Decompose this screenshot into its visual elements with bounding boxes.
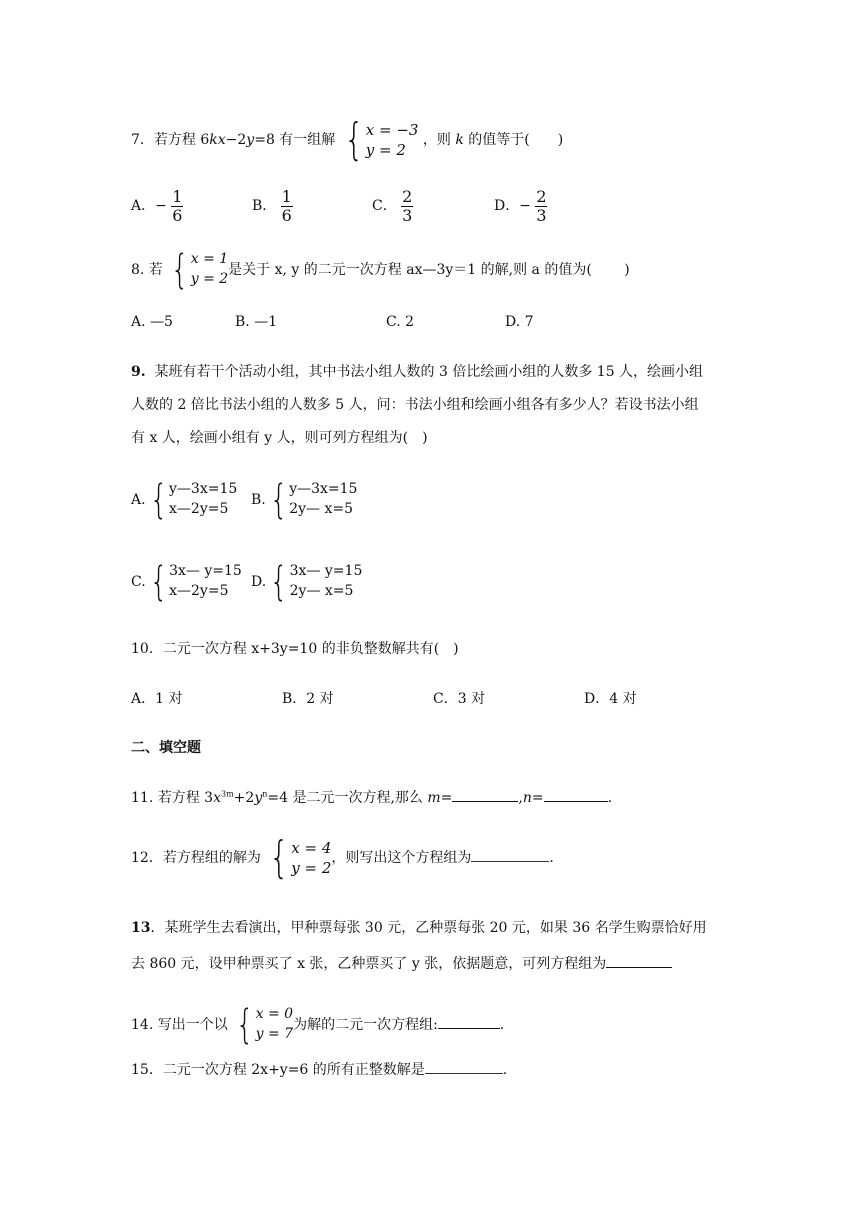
q7-prefix: 7．若方程 6: [131, 132, 210, 148]
q8-option-d: D. 7: [505, 314, 534, 330]
q9-option-c: C. { 3x— y=15 x—2y=5: [131, 559, 242, 605]
q7-option-c: C． $\frac{2}{3}$: [372, 187, 413, 225]
q11-answer-blank-n[interactable]: [544, 789, 608, 802]
q7-option-d: D．− $\frac{2}{3}$: [494, 187, 547, 225]
q7-option-b: B． $\frac{1}{6}$: [252, 187, 292, 225]
q8-equation-system: { x = 1 y = 2: [171, 247, 229, 293]
question-9-line-2: 人数的 2 倍比书法小组的人数多 5 人，问：书法小组和绘画小组各有多少人？若设书法小组: [131, 397, 699, 413]
question-9-line-3: 有 x 人，绘画小组有 y 人，则可列方程组为( ): [131, 430, 428, 446]
section-heading-fill-in: 二、填空题: [131, 740, 201, 756]
question-9-line-1: 9. 某班有若干个活动小组，其中书法小组人数的 3 倍比绘画小组的人数多 15 人，绘画小组: [131, 364, 704, 380]
question-8: 8. 若 { x = 1 y = 2 是关于 x, y 的二元一次方程 ax—3y＝1 的解,则 a 的值为( ): [131, 247, 630, 293]
question-14: 14. 写出一个以 { x = 0 y = 7 为解的二元一次方程组: .: [131, 1002, 505, 1048]
q14-answer-blank[interactable]: [438, 1016, 500, 1029]
q8-option-a: A. —5: [131, 314, 173, 330]
q15-answer-blank[interactable]: [425, 1061, 503, 1074]
q9-option-b: B. { y—3x=15 2y— x=5: [251, 477, 358, 523]
q12-equation-system: { x = 4 y = 2: [269, 832, 332, 883]
question-12: 12．若方程组的解为 { x = 4 y = 2 ，则写出这个方程组为 .: [131, 832, 554, 883]
q9-option-d: D. { 3x— y=15 2y— x=5: [251, 559, 363, 605]
q9-option-a: A. { y—3x=15 x—2y=5: [131, 477, 238, 523]
q11-answer-blank-m[interactable]: [452, 789, 518, 802]
q10-option-a: A．1 对: [131, 691, 183, 707]
question-11: 11. 若方程 $3x^{3m}+2y^n=4$ 是二元一次方程,那么 m= ,n= .: [131, 789, 613, 806]
q13-answer-blank[interactable]: [606, 955, 672, 968]
q14-equation-system: { x = 0 y = 7: [235, 1002, 294, 1048]
q7-equation-system: { x = −3 y = 2: [343, 114, 419, 165]
question-13-line-1: 13．某班学生去看演出，甲种票每张 30 元，乙种票每张 20 元，如果 36 名学生购票恰好用: [131, 920, 707, 936]
question-10: 10．二元一次方程 x+3y=10 的非负整数解共有( ): [131, 641, 459, 657]
q8-option-b: B. —1: [235, 314, 278, 330]
q10-option-b: B．2 对: [282, 691, 334, 707]
q12-answer-blank[interactable]: [471, 849, 549, 862]
q8-option-c: C. 2: [386, 314, 415, 330]
q7-option-a: A．− $\frac{1}{6}$: [131, 187, 183, 225]
question-15: 15．二元一次方程 2x+y=6 的所有正整数解是 .: [131, 1062, 508, 1078]
question-13-line-2: 去 860 元，设甲种票买了 x 张，乙种票买了 y 张，依据题意，可列方程组为: [131, 955, 672, 973]
q10-option-d: D．4 对: [584, 691, 637, 707]
q10-option-c: C．3 对: [433, 691, 486, 707]
question-7: 7．若方程 6kx−2y=8 有一组解 { x = −3 y = 2 ，则 k 的值等于( ): [131, 114, 564, 165]
